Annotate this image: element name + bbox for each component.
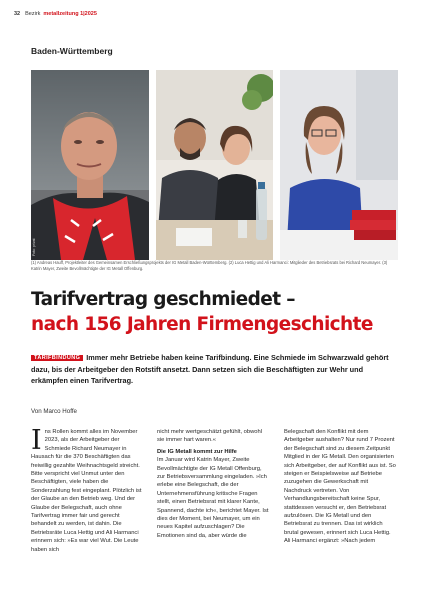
body-paragraph: Belegschaft den Konflikt mit dem Arbeitgeber aushalten? Nur rund 7 Prozent der Belegschaft sind zu diesem Zeitpunkt Mitglied in der IG Metall. Den organisierten sich Arbeitgeber, der auf Konflikt aus ist. So steigen er Beispielsweise auf Betriebe zuzugehen die Gewerkschaft mit Nachdruck vertreten. Von Verhandlungsbereitschaft keine Spur, stattdessen versucht er, den Betriebsrat aufzulösen. Die IG Metall und den Betriebsrat zu trennen. Das ist wirklich brutal gewesen, erinnert sich Luca Hettig. Ali Harmanci ergänzt: »Nach jedem: [284, 429, 396, 545]
photo-caption: (1) Andreas Hauff, Projektleiter des Gemeinsamen Erschließungsprojekts der IG Metall Baden-Württemberg. (2) Luca Hettig und Ali Harmanci: Mitglieder des Betriebsrats bei Richard Neumayer. (3) Katrin Mayer, Zweite Bevollmächtigte der IG Metall Offenburg.: [31, 260, 388, 271]
article-lead: [31, 352, 391, 386]
body-paragraph: ns Rollen kommt alles im November 2023, als der Arbeitgeber der Schmiede Richard Neumayer in Hausach für die 370 Beschäftigten das freiwillig gezahlte Weihnachtsgeld streicht. Bitte verspricht viel Unmut unter den Beschäftigten, viele haben die Sonderzahlung fest eingeplant. Plötzlich ist der Glaube an den Betrieb weg. Und der Glaube der Belegschaft, auch ohne Tarifvertrag immer fair und gerecht behandelt zu werden, ist dahin. Die Betriebsräte Luca Hettig und Ali Harmanci erinnern sich: »Es war viel Wut. Die Leute haben sich: [31, 429, 142, 553]
lead-text: Immer mehr Betriebe haben keine Tarifbindung. Eine Schmiede im Schwarzwald gehört dazu, bis der Arbeitgeber den Rotstift ansetzt. Dann setzen sich die Beschäftigten zur Wehr und erkämpfen einen Tarifvertrag.: [31, 353, 389, 385]
body-column-3: [284, 428, 397, 546]
body-column-2: [157, 428, 270, 540]
photo-katrin-mayer: [280, 70, 398, 260]
page-header: [14, 8, 97, 20]
photo-credit: Foto: privat: [32, 238, 36, 256]
headline-line-1: Tarifvertrag geschmiedet –: [31, 289, 295, 310]
body-paragraph: Im Januar wird Katrin Mayer, Zweite Bevollmächtigte der IG Metall Offenburg, zur Betriebsversammlung eingeladen. »Ich erlebe eine Belegschaft, die der Unternehmensführung kritische Fragen stellt, einen Betriebsrat mit klarer Kante, Spannend, dachte ich«, berichtet Mayer. Ist dies der Moment, bei Neumayer, um ein neues Kapitel aufzuschlagen? Die Emotionen sind da, aber würde die: [157, 457, 269, 539]
photo-hettig-harmanci: [156, 70, 273, 260]
author-byline: Von Marco Hoffe: [31, 408, 77, 415]
article-headline: [31, 287, 411, 337]
body-subheading: Die IG Metall kommt zur Hilfe: [157, 448, 237, 455]
drop-cap: I: [31, 428, 42, 456]
photo-row: [31, 70, 398, 260]
body-column-1: [31, 428, 144, 554]
header-issue: metallzeitung 1|2025: [43, 11, 97, 17]
photo-andreas-hauff: [31, 70, 149, 260]
headline-line-2: nach 156 Jahren Firmengeschichte: [31, 314, 373, 335]
page-number: 32: [14, 11, 21, 17]
body-paragraph: nicht mehr wertgeschätzt gefühlt, obwohl sie immer hart waren.«: [157, 429, 263, 444]
region-label: Baden-Württemberg: [31, 46, 113, 56]
header-section: Bezirk: [25, 11, 41, 17]
topic-tag: TARIFBINDUNG: [31, 355, 83, 361]
article-body: [31, 428, 398, 600]
